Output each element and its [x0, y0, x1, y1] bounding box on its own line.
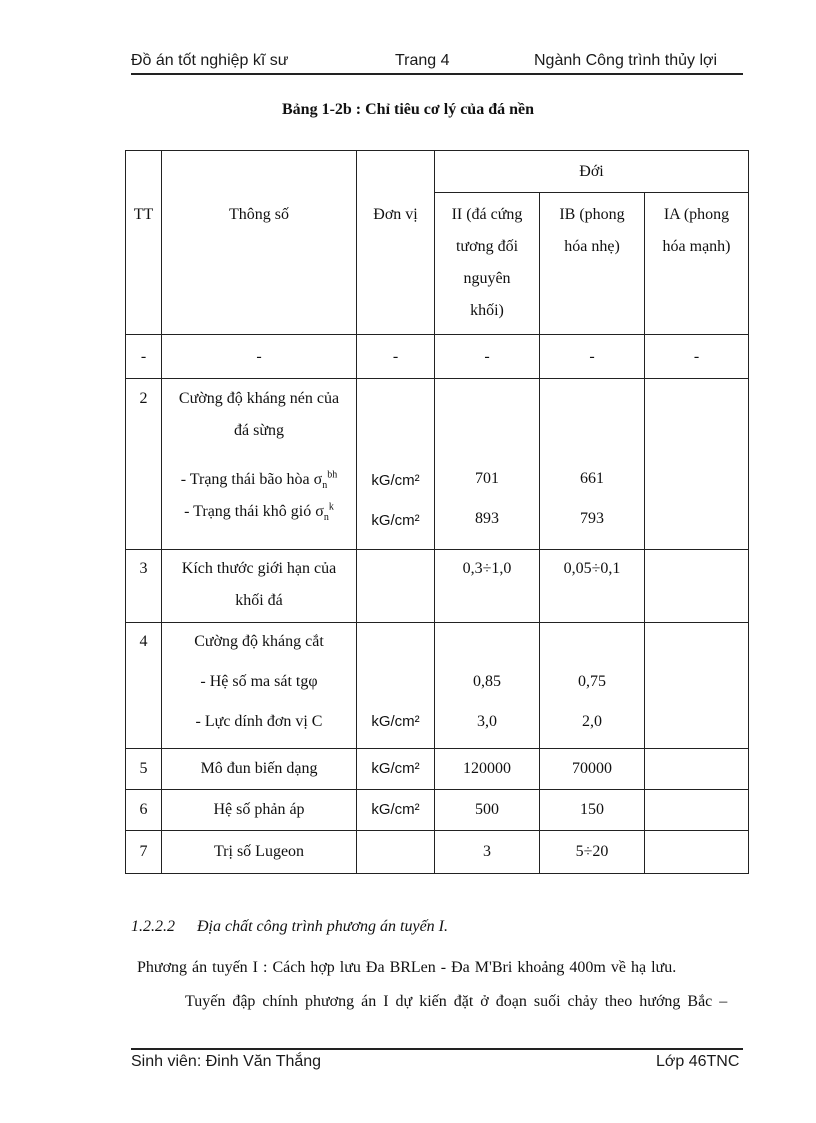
cell: - [357, 335, 435, 379]
row7-zone-ia [645, 831, 749, 874]
row4-zone-ii: 0,85 3,0 [435, 623, 540, 749]
header-zone-ii: II (đá cứng tương đối nguyên khối) [435, 193, 540, 335]
row5-zone-ia [645, 749, 749, 790]
row2-unit: kG/cm² kG/cm² [357, 379, 435, 550]
row4-zone-ia [645, 623, 749, 749]
footer-rule [131, 1048, 743, 1050]
header-rule [131, 73, 743, 75]
row5-unit: kG/cm² [357, 749, 435, 790]
cell: - [126, 335, 162, 379]
row4-zone-ib: 0,75 2,0 [540, 623, 645, 749]
header-left: Đồ án tốt nghiệp kĩ sư [131, 52, 289, 69]
cell: - [162, 335, 357, 379]
table-row-4 [126, 623, 749, 749]
cell: - [435, 335, 540, 379]
row6-tt: 6 [126, 790, 162, 831]
footer-class: Lớp 46TNC [656, 1053, 740, 1070]
section-heading [131, 918, 448, 936]
paragraph-line-2: Tuyến đập chính phương án I dự kiến đặt ở đoạn suối chảy theo hướng Bắc – [185, 993, 728, 1010]
table-header-row-1 [126, 151, 749, 193]
row5-tt: 5 [126, 749, 162, 790]
rock-properties-table [125, 150, 749, 874]
section-number: 1.2.2.2 [131, 918, 175, 935]
cell: - [645, 335, 749, 379]
table-row-6 [126, 790, 749, 831]
table-caption: Bảng 1-2b : Chỉ tiêu cơ lý của đá nền [282, 101, 534, 118]
row7-unit [357, 831, 435, 874]
row7-tt: 7 [126, 831, 162, 874]
row2-zone-ia [645, 379, 749, 550]
row5-zone-ib: 70000 [540, 749, 645, 790]
row7-zone-ib: 5÷20 [540, 831, 645, 874]
table-row-7 [126, 831, 749, 874]
row6-zone-ii: 500 [435, 790, 540, 831]
row2-zone-ib: 661 793 [540, 379, 645, 550]
row5-zone-ii: 120000 [435, 749, 540, 790]
table-row-3 [126, 550, 749, 623]
row4-param: Cường độ kháng cắt - Hệ số ma sát tgφ - Lực dính đơn vị C [162, 623, 357, 749]
row3-zone-ii: 0,3÷1,0 [435, 550, 540, 623]
row3-tt: 3 [126, 550, 162, 623]
table-row-2 [126, 379, 749, 550]
row4-unit: kG/cm² [357, 623, 435, 749]
header-unit: Đơn vị [357, 151, 435, 335]
row6-unit: kG/cm² [357, 790, 435, 831]
row7-zone-ii: 3 [435, 831, 540, 874]
section-title: Địa chất công trình phương án tuyến I. [197, 918, 449, 935]
row3-param: Kích thước giới hạn của khối đá [162, 550, 357, 623]
row2-tt: 2 [126, 379, 162, 550]
row6-zone-ia [645, 790, 749, 831]
row3-unit [357, 550, 435, 623]
row4-tt: 4 [126, 623, 162, 749]
header-zone: Đới [435, 151, 749, 193]
footer-student: Sinh viên: Đinh Văn Thắng [131, 1053, 322, 1070]
row7-param: Trị số Lugeon [162, 831, 357, 874]
row2-param: Cường độ kháng nén của đá sừng - Trạng thái bão hòa $\sigma_n^{bh}$ - Trạng thái khô gió $\sigma_n^k$ [162, 379, 357, 550]
row6-zone-ib: 150 [540, 790, 645, 831]
header-zone-ib: IB (phong hóa nhẹ) [540, 193, 645, 335]
row6-param: Hệ số phản áp [162, 790, 357, 831]
paragraph-line-1: Phương án tuyến I : Cách hợp lưu Đa BRLen - Đa M'Bri khoảng 400m về hạ lưu. [137, 959, 677, 976]
row3-zone-ia [645, 550, 749, 623]
header-page-number: Trang 4 [395, 52, 450, 69]
header-right: Ngành Công trình thủy lợi [534, 52, 718, 69]
header-param: Thông số [162, 151, 357, 335]
cell: - [540, 335, 645, 379]
header-tt: TT [126, 151, 162, 335]
row5-param: Mô đun biến dạng [162, 749, 357, 790]
header-zone-ia: IA (phong hóa mạnh) [645, 193, 749, 335]
table-row-dash [126, 335, 749, 379]
row3-zone-ib: 0,05÷0,1 [540, 550, 645, 623]
table-row-5 [126, 749, 749, 790]
row2-zone-ii: 701 893 [435, 379, 540, 550]
